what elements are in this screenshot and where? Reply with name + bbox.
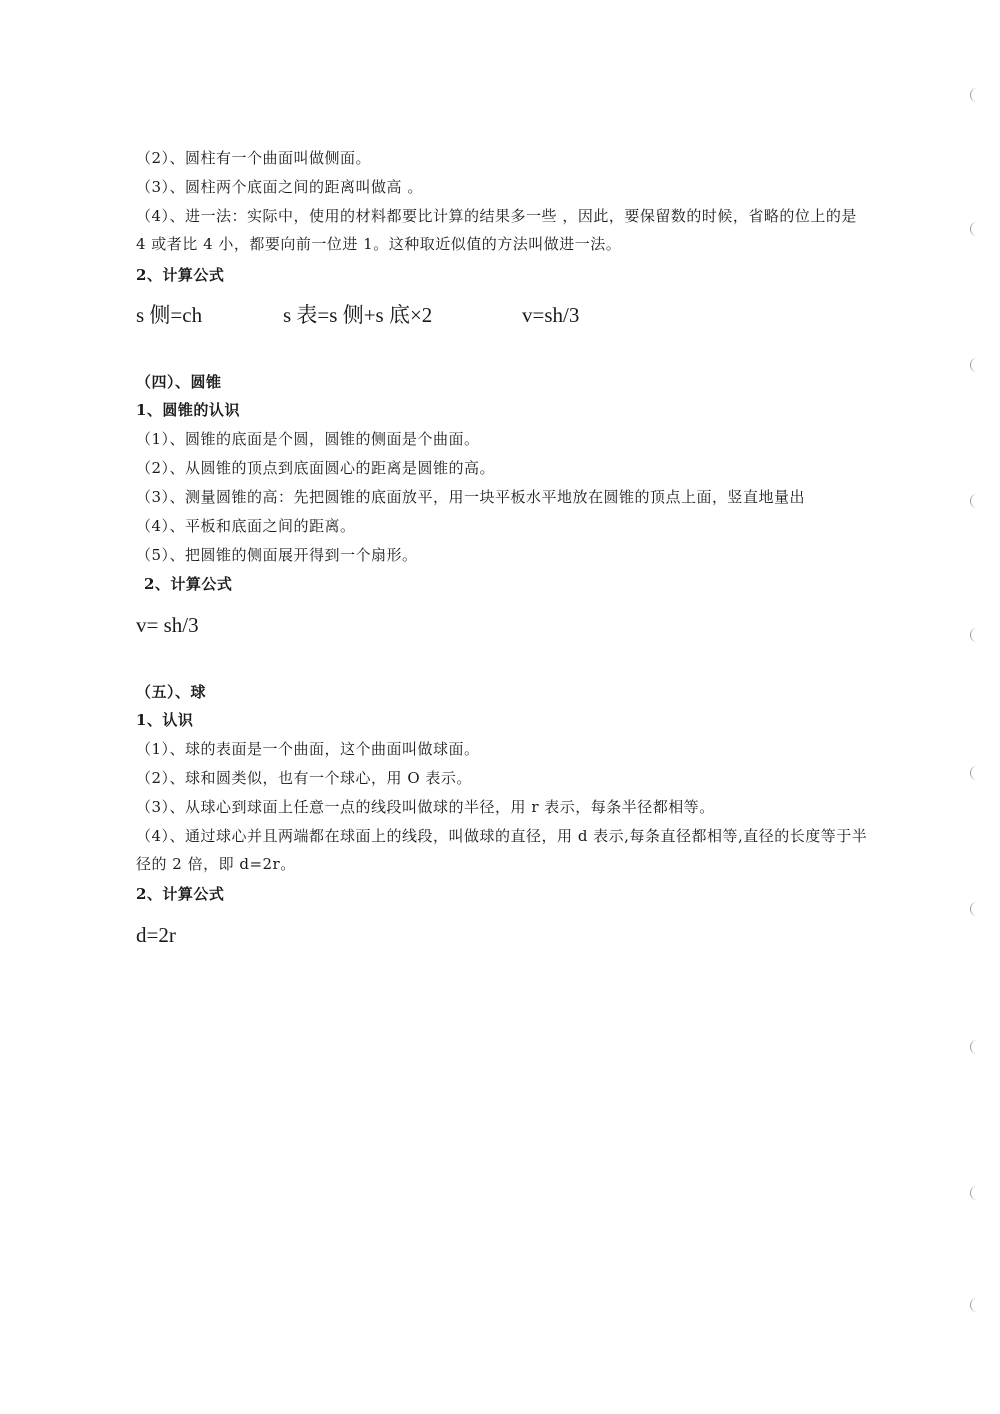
cylinder-formula-heading: 2、计算公式 (136, 266, 225, 284)
binder-hole-mark (970, 88, 979, 102)
sphere-diameter-formula: d=2r (136, 923, 176, 947)
cone-item-2: （2）、从圆锥的顶点到底面圆心的距离是圆锥的高。 (136, 459, 496, 477)
cone-subheading: 1、圆锥的认识 (136, 401, 240, 419)
cone-section-title: （四）、圆锥 (136, 373, 222, 391)
binder-hole-mark (970, 902, 979, 916)
binder-hole-mark (970, 1186, 979, 1200)
cylinder-item-4: （4）、进一法：实际中，使用的材料都要比计算的结果多一些 ，因此，要保留数的时候，省略的位上的是 4 或者比 4 小，都要向前一位进 1。这种取近似值的方法叫做进一法。 (136, 207, 857, 253)
sphere-item-2: （2）、球和圆类似，也有一个球心，用 O 表示。 (136, 769, 472, 787)
binder-hole-mark (970, 766, 979, 780)
binder-hole-mark (970, 1298, 979, 1312)
binder-hole-mark (970, 222, 979, 236)
cone-item-5: （5）、把圆锥的侧面展开得到一个扇形。 (136, 546, 418, 564)
cone-formula-heading: 2、计算公式 (144, 575, 233, 593)
sphere-section-title: （五）、球 (136, 683, 207, 701)
sphere-subheading: 1、认识 (136, 711, 194, 729)
binder-hole-mark (970, 1040, 979, 1054)
cone-item-1: （1）、圆锥的底面是个圆，圆锥的侧面是个曲面。 (136, 430, 480, 448)
cylinder-surface-area-formula: s 表=s 侧+s 底×2 (283, 303, 433, 327)
cylinder-item-2: （2）、圆柱有一个曲面叫做侧面。 (136, 149, 372, 167)
cone-item-3: （3）、测量圆锥的高：先把圆锥的底面放平，用一块平板水平地放在圆锥的顶点上面，竖直地量出 (136, 488, 806, 506)
cylinder-volume-formula: v=sh/3 (522, 303, 580, 327)
binder-hole-mark (970, 628, 979, 642)
cylinder-lateral-area-formula: s 侧=ch (136, 303, 203, 327)
sphere-formula-heading: 2、计算公式 (136, 885, 225, 903)
cone-item-4: （4）、平板和底面之间的距离。 (136, 517, 356, 535)
cylinder-item-3: （3）、圆柱两个底面之间的距离叫做高 。 (136, 178, 423, 196)
sphere-item-4: （4）、通过球心并且两端都在球面上的线段，叫做球的直径，用 d 表示,每条直径都相等,直径的长度等于半径的 2 倍，即 d=2r。 (136, 827, 868, 873)
cone-volume-formula: v= sh/3 (136, 613, 199, 637)
sphere-item-3: （3）、从球心到球面上任意一点的线段叫做球的半径，用 r 表示，每条半径都相等。 (136, 798, 715, 816)
binder-hole-mark (970, 494, 979, 508)
sphere-item-1: （1）、球的表面是一个曲面，这个曲面叫做球面。 (136, 740, 480, 758)
binder-hole-mark (970, 358, 979, 372)
